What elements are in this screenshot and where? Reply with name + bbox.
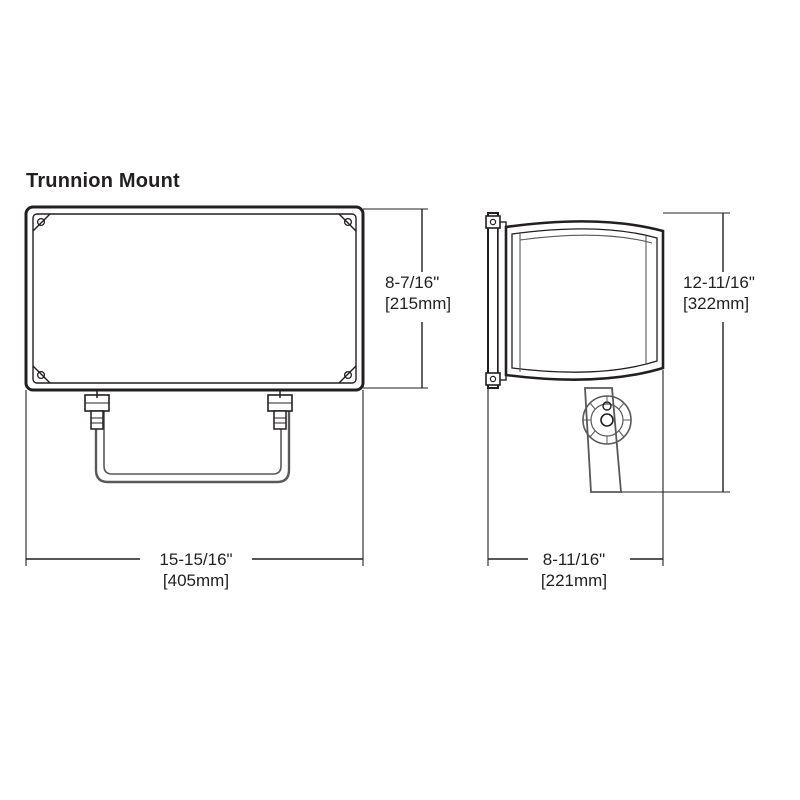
side-elevation-view <box>486 213 663 492</box>
page-title: Trunnion Mount <box>26 170 180 192</box>
dimension-side-height-imperial: 12-11/16" <box>683 273 755 292</box>
side-mounting-plate <box>488 213 498 388</box>
trunnion-u-bracket-outer <box>96 404 289 482</box>
dimension-side-width-metric: [221mm] <box>540 571 608 590</box>
trunnion-u-bracket-inner <box>104 404 281 474</box>
dimension-side-width <box>488 370 663 566</box>
trunnion-right-knob <box>274 411 286 429</box>
dimension-label-front-width <box>96 549 296 591</box>
side-top-bracket <box>486 216 500 228</box>
front-elevation-view <box>26 207 363 482</box>
dimension-front-height-metric: [215mm] <box>385 294 452 313</box>
dimension-front-width-imperial: 15-15/16" <box>159 550 233 569</box>
dimension-front-width-metric: [405mm] <box>162 571 230 590</box>
front-trunnion-bracket <box>85 390 292 482</box>
side-housing-outline <box>506 221 663 379</box>
dimension-front-height-imperial: 8-7/16" <box>385 273 440 292</box>
dimension-side-width-imperial: 8-11/16" <box>542 550 606 569</box>
front-housing-inner <box>33 214 356 383</box>
trunnion-left-knob <box>91 411 103 429</box>
knob-tick-2 <box>619 403 624 409</box>
dimension-label-side-width <box>484 549 664 591</box>
dimension-label-front-height <box>385 272 451 314</box>
dimension-front-width <box>26 390 363 566</box>
knob-tick-4 <box>619 431 624 437</box>
dimension-label-side-height <box>683 272 755 314</box>
side-bottom-bracket <box>486 373 500 385</box>
dimension-side-height-metric: [322mm] <box>683 294 750 313</box>
